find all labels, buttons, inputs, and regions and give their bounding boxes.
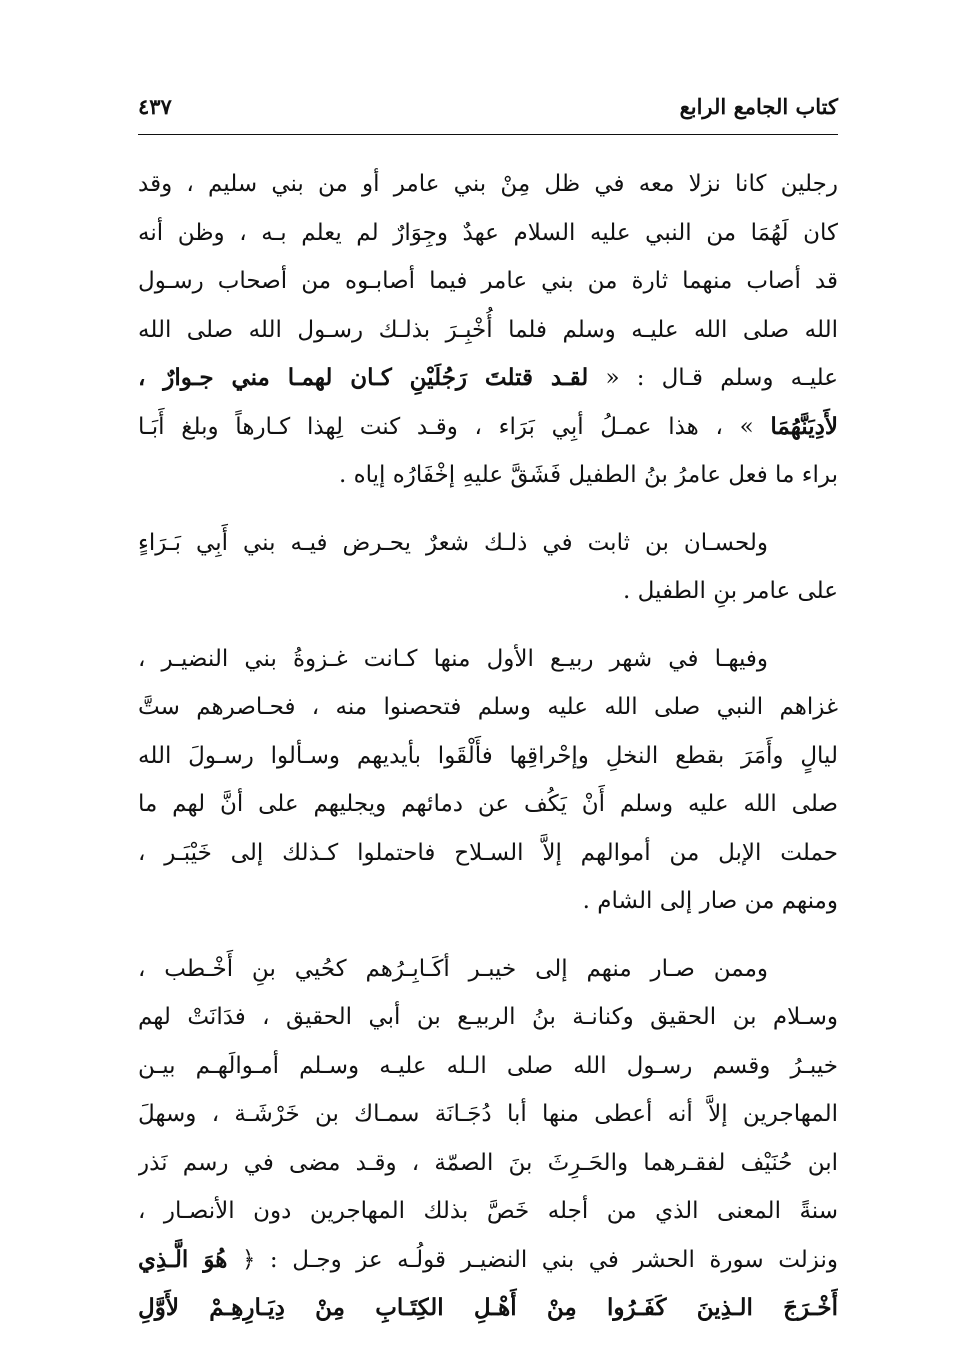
text-line <box>138 519 838 568</box>
text-line <box>138 354 838 403</box>
body-text <box>138 160 838 1333</box>
text-line <box>138 945 838 994</box>
text-line <box>138 780 838 829</box>
bold-quote-text: هُوَ الَّـذِي <box>138 1245 228 1273</box>
text-line <box>138 209 838 258</box>
text-line <box>138 403 838 452</box>
paragraph <box>138 635 838 926</box>
text-run: عليـه وسلم قـال : « <box>588 365 838 391</box>
page-header <box>138 92 838 132</box>
text-run: رجلين كانا نزلا معه في ظل مِنْ بني عامر أو من بني سليم ، وقد <box>138 171 838 197</box>
text-run: وفيهـا في شهر ربيـع الأول منها كـانت غـزوةُ بني النضيـر ، <box>138 645 768 672</box>
text-line <box>138 451 838 500</box>
text-line <box>138 306 838 355</box>
text-line <box>138 829 838 878</box>
text-line <box>138 1284 838 1333</box>
text-run: ابن حُنَيْف لفقـرهما والحَـرِثَ بنَ الصمّة ، وقـد مضى في رسم نَذر <box>138 1149 838 1176</box>
paragraph-gap <box>138 616 838 635</box>
text-run: براء ما فعل عامرُ بنُ الطفيل فَشَقَّ عليهِ إخْفَارُه إياه . <box>338 462 838 488</box>
text-run: ولحسـان بن ثابت في ذلـك شعرٌ يحـرض فيـه بني أَبِي بَـرَاءٍ <box>138 529 768 556</box>
text-run: غزاهم النبي صلى الله عليه وسلم فتحصنوا منه ، فحـاصرهم ستَّ <box>138 694 838 720</box>
bold-quote-text: أَخْـرَجَ الـذِينَ كَفَـرُوا مِنْ أَهْـلِ الكِتَـابِ مِنْ دِيَـارِهِـمْ لأَوَّلِ <box>138 1294 838 1321</box>
text-line <box>138 993 838 1042</box>
text-run: خيبـرُ وقسم رسـول الله صلى الـله عليـه وسـلم أمـوالَهـم بيـن <box>138 1052 838 1079</box>
text-line <box>138 567 838 616</box>
text-run: وسـلام بن الحقيق وكنانـة بنُ الربيـع بن أبي الحقيق ، فدَانَتْ لهم <box>138 1004 838 1030</box>
text-run: » ، هذا عمـلُ أبِي بَرَاء ، وقـد كنت لِهذا كـارهاً وبلغ أَبَـا <box>138 413 771 440</box>
text-run: حملت الإبل من أموالهم إلاَّ السـلاح فاحتملوا كـذلك إلى خَيْبَـر ، <box>138 839 838 866</box>
header-rule <box>138 134 838 135</box>
text-line <box>138 1090 838 1139</box>
paragraph-gap <box>138 926 838 945</box>
bold-quote-text: لقـد قتلتَ رَجُلَيْنِ كـان لهمـا مني جـوارٌ ، <box>138 364 589 391</box>
text-run: وممن صـار منهم إلى خيبـر أكَـابِـرُهم كحُيي بنِ أَخْـطب ، <box>138 955 768 982</box>
paragraph-gap <box>138 500 838 519</box>
text-line <box>138 257 838 306</box>
text-line <box>138 877 838 926</box>
text-run: سنةً المعنى الذي من أجله خَصَّ بذلك المهاجرين دون الأنصـار ، <box>138 1198 838 1224</box>
paragraph <box>138 160 838 500</box>
text-line <box>138 160 838 209</box>
text-run: المهاجرين إلاَّ أنه أعطى منها أبا دُجَـانَة سمـاك بن خَرْشَـة ، وسهلَ <box>138 1101 838 1127</box>
text-line <box>138 732 838 781</box>
text-line <box>138 683 838 732</box>
paragraph <box>138 519 838 616</box>
text-line <box>138 1187 838 1236</box>
text-run: ليالٍ وأَمَرَ بقطع النخلِ وإحْراقِها فأَلْقَوا بأيديهم وسـألوا رسـولَ الله <box>138 742 838 769</box>
text-run: صلى الله عليه وسلم أَنْ يَكُف عن دمائهم ويجليهم على أنَّ لهم ما <box>138 791 838 817</box>
paragraph <box>138 945 838 1333</box>
text-line <box>138 1042 838 1091</box>
text-run: على عامر بنِ الطفيل . <box>623 578 838 604</box>
text-run: كان لَهُمَا من النبي عليه السلام عهدٌ وجِوَارٌ لم يعلم بـه ، وظن أنه <box>138 219 838 246</box>
text-run: الله صلى الله عليـه وسلم فلما أُخْبِـرَ بذلـك رسـول الله صلى الله <box>138 316 838 343</box>
running-title: كتاب الجامع الرابع <box>679 94 838 119</box>
text-run: ونزلت سورة الحشر في بني النضيـر قولُـه عز وجـل : ﴿ <box>227 1246 838 1273</box>
text-line <box>138 1139 838 1188</box>
page-number: ٤٣٧ <box>138 94 172 119</box>
text-run: ومنهم من صار إلى الشام . <box>582 888 838 914</box>
text-line <box>138 635 838 684</box>
text-run: قد أصاب منهما ثارة من بني عامر فيما أصابـوه من أصحاب رسـول <box>138 268 838 294</box>
bold-quote-text: لأَدِيَنَّهُمَا <box>770 412 838 440</box>
text-line <box>138 1236 838 1285</box>
